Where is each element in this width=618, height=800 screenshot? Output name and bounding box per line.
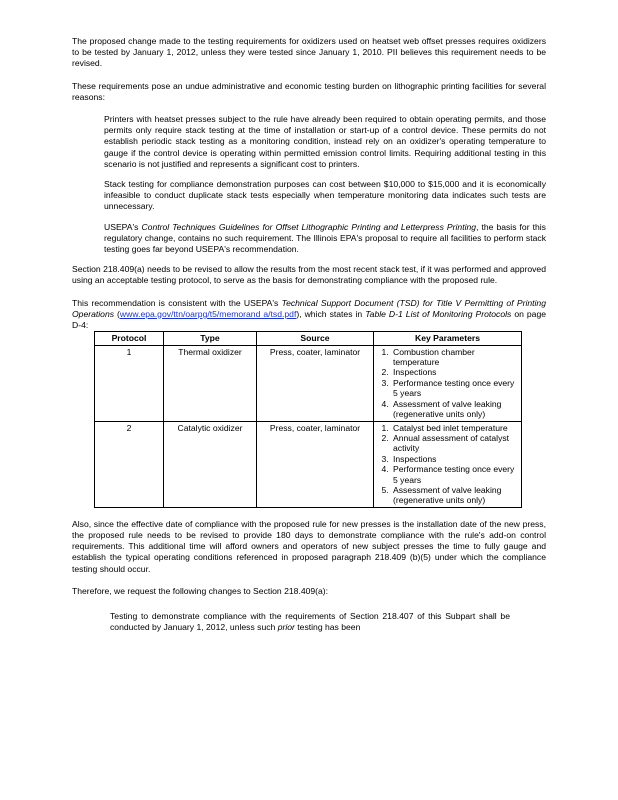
list-item bbox=[92, 222, 546, 256]
list-item: 2. Annual assessment of catalyst activity bbox=[391, 433, 518, 454]
table-header-row bbox=[95, 332, 522, 345]
reason-permits: Printers with heatset presses subject to the rule have already been required to obtain operating permits, and those permits only require stack testing at the time of installation or start-up of a control device. These permits do not establish periodic stack testing as a monitoring condition, instead rely on an oxidizer's operating temperature to gauge if the control device is operating within permitted emission control limits. Requiring additional testing in this scenario is not justified and represents a significant cost to printers. bbox=[104, 114, 546, 169]
cell-source: Press, coater, laminator bbox=[257, 345, 374, 421]
col-header-key-parameters: Key Parameters bbox=[374, 332, 522, 345]
col-header-protocol: Protocol bbox=[95, 332, 164, 345]
monitoring-protocols-table bbox=[94, 331, 522, 508]
list-item: 3. Inspections bbox=[391, 454, 518, 464]
paragraph-testing-requirements: The proposed change made to the testing requirements for oxidizers used on heatset web offset presses requires oxidizers to be tested by January 1, 2012, unless they were tested since January 1, 2010. PII believes this requirement needs to be revised. bbox=[72, 36, 546, 69]
proposed-rule-text: Testing to demonstrate compliance with the requirements of Section 218.407 of this Subpart shall be conducted by January 1, 2012, unless such prior testing has been bbox=[110, 610, 510, 633]
cell-key-parameters bbox=[374, 421, 522, 507]
paragraph-request: Therefore, we request the following changes to Section 218.409(a): bbox=[72, 585, 329, 596]
bullet-box-icon bbox=[92, 179, 104, 213]
list-item: 1. Catalyst bed inlet temperature bbox=[391, 423, 518, 433]
list-item bbox=[92, 179, 546, 213]
reason-ctg: USEPA's Control Techniques Guidelines for Offset Lithographic Printing and Letterpress Printing, the basis for this regulatory change, contains no such requirement. The Illinois EPA's proposal to require all facilities to perform stack testing goes far beyond USEPA's recommendation. bbox=[104, 221, 546, 255]
list-item: 3. Performance testing once every 5 years bbox=[391, 378, 518, 399]
reason-cost: Stack testing for compliance demonstration purposes can cost between $10,000 to $15,000 and it is economically infeasible to conduct duplicate stack tests especially when temperature monitoring data indicates such tests are unnecessary. bbox=[104, 179, 546, 212]
paragraph-new-presses: Also, since the effective date of compliance with the proposed rule for new presses is the installation date of the new press, the proposed rule needs to be revised to provide 180 days to demonstrate compliance with the rule's add-on control requirements. This additional time will afford owners and operators of new subject presses the time to fully gauge and establish the typical operating conditions referenced in proposed paragraph 218.409 (b)(5) under which the compliance testing should occur. bbox=[72, 518, 546, 574]
list-item: 5. Assessment of valve leaking (regenerative units only) bbox=[391, 485, 518, 506]
cell-type: Catalytic oxidizer bbox=[164, 421, 257, 507]
cell-protocol: 1 bbox=[95, 345, 164, 421]
reasons-list bbox=[92, 114, 546, 255]
list-item: 2. Inspections bbox=[391, 367, 518, 377]
tsd-link[interactable]: www.epa.gov/ttn/oarpg/t5/memorand a/tsd.pdf bbox=[119, 308, 297, 319]
list-item: 1. Combustion chamber temperature bbox=[391, 347, 518, 368]
col-header-source: Source bbox=[257, 332, 374, 345]
list-item bbox=[92, 114, 546, 170]
ctg-title: Control Techniques Guidelines for Offset Lithographic Printing and Letterpress Printing bbox=[141, 221, 477, 232]
list-item: 4. Performance testing once every 5 years bbox=[391, 464, 518, 485]
table-row bbox=[95, 421, 522, 507]
list-item: 4. Assessment of valve leaking (regenerative units only) bbox=[391, 399, 518, 420]
bullet-box-icon bbox=[92, 222, 104, 256]
cell-source: Press, coater, laminator bbox=[257, 421, 374, 507]
col-header-type: Type bbox=[164, 332, 257, 345]
cell-protocol: 2 bbox=[95, 421, 164, 507]
bullet-box-icon bbox=[92, 114, 104, 170]
cell-key-parameters bbox=[374, 345, 522, 421]
document-page bbox=[72, 36, 546, 633]
table-row bbox=[95, 345, 522, 421]
paragraph-tsd-reference: This recommendation is consistent with the USEPA's Technical Support Document (TSD) for Title V Permitting of Printing Operations (www.epa.gov/ttn/oarpg/t5/memorand a/tsd.pdf), which states in Table D-1 List of Monitoring Protocols on page D-4: bbox=[72, 297, 547, 331]
paragraph-burden-intro: These requirements pose an undue administrative and economic testing burden on lithographic printing facilities for several reasons: bbox=[72, 80, 546, 102]
paragraph-section-revision: Section 218.409(a) needs to be revised to allow the results from the most recent stack test, if it was performed and approved using an acceptable testing protocol, to serve as the basis for demonstrating compliance with the proposed rule. bbox=[72, 264, 546, 286]
cell-type: Thermal oxidizer bbox=[164, 345, 257, 421]
